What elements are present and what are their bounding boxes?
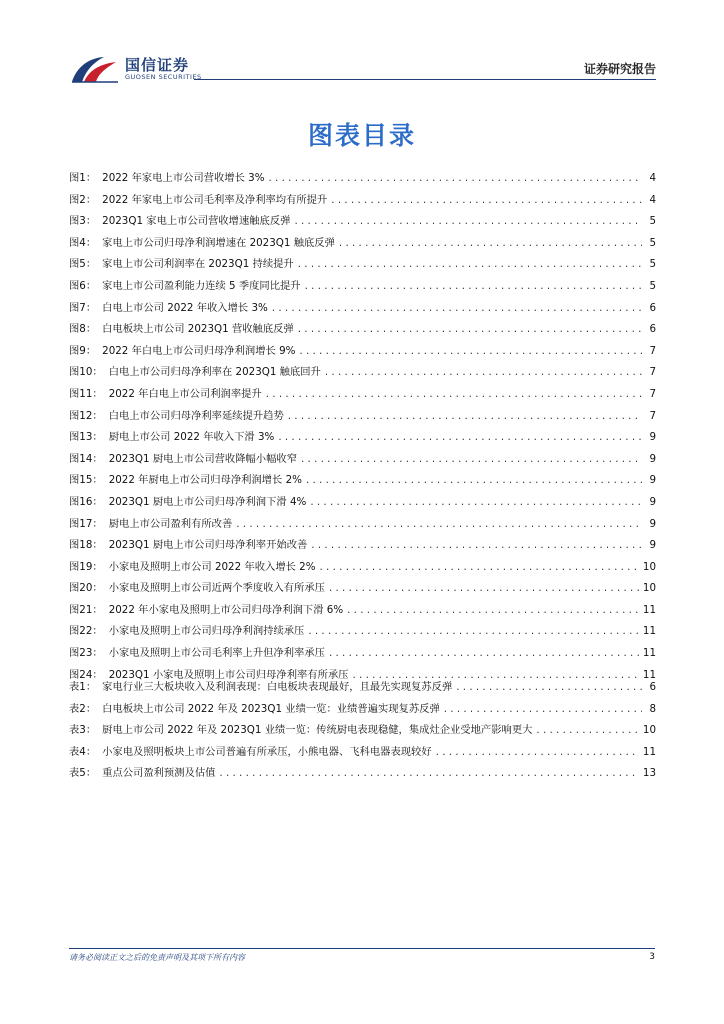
dot-leader <box>288 406 642 428</box>
figure-entry[interactable] <box>69 643 656 665</box>
entry-page-number: 8 <box>649 702 656 715</box>
dot-leader <box>456 677 642 699</box>
dot-leader <box>347 600 639 622</box>
entry-title: 小家电及照明上市公司归母净利润持续承压 <box>108 625 305 638</box>
page-number: 3 <box>649 952 655 962</box>
entry-label: 图8： <box>69 323 97 336</box>
entry-page-number: 11 <box>642 668 656 681</box>
entry-page-number: 11 <box>642 745 656 758</box>
entry-label: 图4： <box>69 236 97 249</box>
table-entry[interactable] <box>69 742 656 764</box>
entry-page-number: 7 <box>649 344 656 357</box>
figure-entry[interactable] <box>69 514 656 536</box>
entry-label: 图23： <box>69 647 103 660</box>
figure-entry[interactable] <box>69 233 656 255</box>
entry-title: 白电上市公司 2022 年收入增长 3% <box>102 301 268 314</box>
figure-list <box>69 168 656 686</box>
page-header <box>0 0 724 90</box>
company-logo <box>70 52 230 86</box>
entry-page-number: 5 <box>649 236 656 249</box>
entry-title: 小家电及照明上市公司毛利率上升但净利率承压 <box>108 647 325 660</box>
entry-label: 图24： <box>69 668 103 681</box>
entry-title: 家电上市公司归母净利润增速在 2023Q1 触底反弹 <box>102 236 335 249</box>
dot-leader <box>306 470 642 492</box>
entry-title: 2022 年白电上市公司利润率提升 <box>108 387 262 400</box>
dot-leader <box>219 763 638 785</box>
entry-page-number: 10 <box>642 560 656 573</box>
entry-page-number: 13 <box>642 767 656 780</box>
entry-title: 小家电及照明上市公司 2022 年收入增长 2% <box>108 560 316 573</box>
dot-leader <box>294 211 642 233</box>
figure-entry[interactable] <box>69 621 656 643</box>
figure-entry[interactable] <box>69 557 656 579</box>
table-entry[interactable] <box>69 677 656 699</box>
dot-leader <box>331 190 642 212</box>
dot-leader <box>444 699 642 721</box>
entry-label: 图14： <box>69 452 103 465</box>
logo-english-name: GUOSEN SECURITIES <box>125 73 202 81</box>
entry-label: 图21： <box>69 603 103 616</box>
header-divider <box>194 79 656 80</box>
entry-label: 图16： <box>69 495 103 508</box>
entry-label: 图22： <box>69 625 103 638</box>
entry-label: 图7： <box>69 301 97 314</box>
entry-page-number: 11 <box>642 603 656 616</box>
entry-label: 图18： <box>69 539 103 552</box>
entry-label: 图12： <box>69 409 103 422</box>
entry-label: 图15： <box>69 474 103 487</box>
dot-leader <box>298 319 642 341</box>
entry-page-number: 7 <box>649 366 656 379</box>
entry-label: 表5： <box>69 767 97 780</box>
table-entry[interactable] <box>69 720 656 742</box>
disclaimer-note: 请务必阅读正文之后的免责声明及其项下所有内容 <box>69 953 245 962</box>
dot-leader <box>308 621 639 643</box>
entry-title: 家电上市公司利润率在 2023Q1 持续提升 <box>102 258 294 271</box>
entry-title: 厨电上市公司 2022 年及 2023Q1 业绩一览：传统厨电表现稳健，集成灶企业受地产影响更大 <box>102 724 533 737</box>
entry-title: 白电板块上市公司 2022 年及 2023Q1 业绩一览：业绩普遍实现复苏反弹 <box>102 702 440 715</box>
entry-title: 2023Q1 家电上市公司营收增速触底反弹 <box>102 215 291 228</box>
entry-label: 图19： <box>69 560 103 573</box>
entry-page-number: 9 <box>649 517 656 530</box>
entry-title: 2023Q1 厨电上市公司营收降幅小幅收窄 <box>108 452 297 465</box>
figure-entry[interactable] <box>69 190 656 212</box>
figure-entry[interactable] <box>69 384 656 406</box>
entry-title: 小家电及照明板块上市公司普遍有所承压，小熊电器、飞科电器表现较好 <box>102 745 432 758</box>
entry-label: 图9： <box>69 344 97 357</box>
entry-page-number: 5 <box>649 215 656 228</box>
entry-page-number: 5 <box>649 258 656 271</box>
entry-title: 白电板块上市公司 2023Q1 营收触底反弹 <box>102 323 294 336</box>
dot-leader <box>329 578 639 600</box>
entry-page-number: 7 <box>649 387 656 400</box>
guosen-logo-icon <box>70 54 120 84</box>
entry-page-number: 11 <box>642 625 656 638</box>
figure-entry[interactable] <box>69 492 656 514</box>
dot-leader <box>266 384 642 406</box>
entry-title: 2022 年小家电及照明上市公司归母净利润下滑 6% <box>108 603 344 616</box>
entry-page-number: 7 <box>649 409 656 422</box>
dot-leader <box>311 535 642 557</box>
dot-leader <box>329 643 639 665</box>
entry-label: 图3： <box>69 215 97 228</box>
entry-title: 白电上市公司归母净利率在 2023Q1 触底回升 <box>108 366 321 379</box>
entry-title: 重点公司盈利预测及估值 <box>102 767 216 780</box>
figure-entry[interactable] <box>69 470 656 492</box>
entry-page-number: 11 <box>642 647 656 660</box>
entry-label: 图11： <box>69 387 103 400</box>
entry-title: 2022 年家电上市公司毛利率及净利率均有所提升 <box>102 193 328 206</box>
dot-leader <box>305 276 642 298</box>
figure-entry[interactable] <box>69 168 656 190</box>
dot-leader <box>298 254 642 276</box>
entry-label: 表3： <box>69 724 97 737</box>
page-title: 图表目录 <box>307 121 416 150</box>
figure-entry[interactable] <box>69 319 656 341</box>
entry-label: 图17： <box>69 517 103 530</box>
entry-title: 2023Q1 厨电上市公司归母净利率开始改善 <box>108 539 308 552</box>
dot-leader <box>536 720 638 742</box>
logo-chinese-name: 国信证券 <box>125 56 190 74</box>
figure-entry[interactable] <box>69 211 656 233</box>
entry-title: 小家电及照明上市公司近两个季度收入有所承压 <box>108 582 325 595</box>
entry-page-number: 4 <box>649 193 656 206</box>
figure-entry[interactable] <box>69 406 656 428</box>
entry-label: 图20： <box>69 582 103 595</box>
figure-entry[interactable] <box>69 341 656 363</box>
table-entry[interactable] <box>69 763 656 785</box>
dot-leader <box>269 168 642 190</box>
entry-page-number: 5 <box>649 279 656 292</box>
entry-page-number: 9 <box>649 474 656 487</box>
entry-title: 家电行业三大板块收入及利润表现：白电板块表现最好，且最先实现复苏反弹 <box>102 681 453 693</box>
dot-leader <box>325 362 642 384</box>
entry-label: 表4： <box>69 745 97 758</box>
entry-page-number: 6 <box>649 681 656 693</box>
entry-label: 表1： <box>69 681 97 693</box>
table-list <box>69 677 656 785</box>
entry-page-number: 6 <box>649 301 656 314</box>
report-type-label: 证券研究报告 <box>583 62 656 76</box>
entry-label: 图2： <box>69 193 97 206</box>
dot-leader <box>310 492 642 514</box>
entry-label: 图10： <box>69 366 103 379</box>
entry-page-number: 6 <box>649 323 656 336</box>
dot-leader <box>272 298 642 320</box>
figure-entry[interactable] <box>69 276 656 298</box>
entry-page-number: 9 <box>649 431 656 444</box>
dot-leader <box>236 514 642 536</box>
entry-page-number: 10 <box>642 724 656 737</box>
dot-leader <box>301 449 642 471</box>
figure-entry[interactable] <box>69 449 656 471</box>
entry-page-number: 9 <box>649 539 656 552</box>
entry-title: 2023Q1 厨电上市公司归母净利润下滑 4% <box>108 495 307 508</box>
entry-label: 图5： <box>69 258 97 271</box>
figure-entry[interactable] <box>69 578 656 600</box>
entry-page-number: 9 <box>649 452 656 465</box>
entry-title: 2022 年厨电上市公司归母净利润增长 2% <box>108 474 302 487</box>
entry-label: 图6： <box>69 279 97 292</box>
entry-title: 家电上市公司盈利能力连续 5 季度同比提升 <box>102 279 301 292</box>
dot-leader <box>299 341 642 363</box>
dot-leader <box>436 742 639 764</box>
entry-title: 2022 年白电上市公司归母净利润增长 9% <box>102 344 296 357</box>
entry-label: 图13： <box>69 431 103 444</box>
dot-leader <box>339 233 642 255</box>
entry-label: 图1： <box>69 172 97 184</box>
dot-leader <box>278 427 642 449</box>
figure-entry[interactable] <box>69 362 656 384</box>
entry-label: 表2： <box>69 702 97 715</box>
entry-title: 厨电上市公司 2022 年收入下滑 3% <box>108 431 275 444</box>
footer-divider <box>69 948 655 949</box>
entry-page-number: 4 <box>649 172 656 184</box>
dot-leader <box>320 557 639 579</box>
figure-entry[interactable] <box>69 600 656 622</box>
entry-title: 白电上市公司归母净利率延续提升趋势 <box>108 409 284 422</box>
entry-title: 2023Q1 小家电及照明上市公司归母净利率有所承压 <box>108 668 349 681</box>
table-entry[interactable] <box>69 699 656 721</box>
figure-entry[interactable] <box>69 535 656 557</box>
figure-entry[interactable] <box>69 298 656 320</box>
entry-title: 厨电上市公司盈利有所改善 <box>108 517 233 530</box>
figure-entry[interactable] <box>69 427 656 449</box>
figure-entry[interactable] <box>69 254 656 276</box>
entry-page-number: 10 <box>642 582 656 595</box>
entry-page-number: 9 <box>649 495 656 508</box>
entry-title: 2022 年家电上市公司营收增长 3% <box>102 172 265 184</box>
